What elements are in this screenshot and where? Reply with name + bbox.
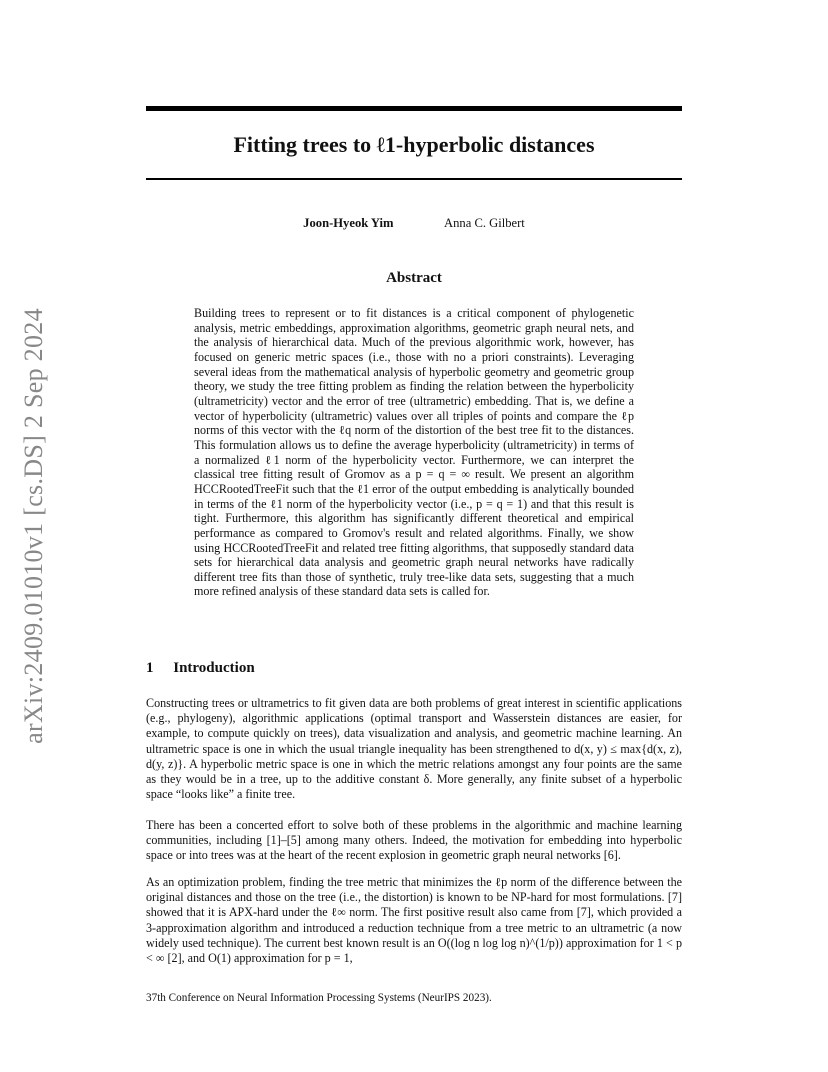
body-paragraph: There has been a concerted effort to solve both of these problems in the algorithmic and machine learning communities, including [1]–[5] among many others. Indeed, the motivation for embedding into hyperbolic space or into trees was at the heart of the recent explosion in geometric graph neural networks [6]. xyxy=(146,818,682,863)
title-bottom-rule xyxy=(146,178,682,180)
body-paragraph: Constructing trees or ultrametrics to fit given data are both problems of great interest in scientific applications (e.g., phylogeny), algorithmic applications (optimal transport and Wasserstein distances are easier, for example, to compute quickly on trees), data visualization and analysis, and geometric machine learning. An ultrametric space is one in which the usual triangle inequality has been strengthened to d(x, y) ≤ max{d(x, z), d(y, z)}. A hyperbolic metric space is one in which the metric relations amongst any four points are the same as they would be in a tree, up to the additive constant δ. More generally, any finite subset of a hyperbolic space “looks like” a finite tree. xyxy=(146,696,682,802)
author-name: Anna C. Gilbert xyxy=(444,216,525,230)
conference-footnote: 37th Conference on Neural Information Processing Systems (NeurIPS 2023). xyxy=(146,992,492,1004)
abstract-heading: Abstract xyxy=(386,270,442,286)
author-list xyxy=(146,216,682,231)
section-heading xyxy=(146,660,255,677)
abstract-body: Building trees to represent or to fit distances is a critical component of phylogenetic analysis, metric embeddings, approximation algorithms, geometric graph neural nets, and the analysis of hierarchical data. Much of the previous algorithmic work, however, has focused on generic metric spaces (i.e., those with no a priori constraints). Leveraging several ideas from the mathematical analysis of hyperbolic geometry and geometric group theory, we study the tree fitting problem as finding the relation between the hyperbolicity (ultrametricity) vector and the error of tree (ultrametric) embedding. That is, we define a vector of hyperbolicity (ultrametric) values over all triples of points and compare the ℓp norms of this vector with the ℓq norm of the distortion of the best tree fit to the distances. This formulation allows us to define the average hyperbolicity (ultrametricity) in terms of a normalized ℓ1 norm of the hyperbolicity vector. Furthermore, we can interpret the classical tree fitting result of Gromov as a p = q = ∞ result. We present an algorithm HCCRootedTreeFit such that the ℓ1 error of the output embedding is analytically bounded in terms of the ℓ1 norm of the hyperbolicity vector (i.e., p = q = 1) and that this result is tight. Furthermore, this algorithm has significantly different theoretical and empirical performance as compared to Gromov's result and related algorithms. Finally, we show using HCCRootedTreeFit and related tree fitting algorithms, that supposedly standard data sets for hierarchical data analysis and geometric graph neural networks have radically different tree fits than those of synthetic, truly tree-like data sets, suggesting that a much more refined analysis of these standard data sets is called for. xyxy=(194,306,634,599)
arxiv-identifier: arXiv:2409.01010v1 [cs.DS] 2 Sep 2024 xyxy=(19,308,49,744)
title-top-rule xyxy=(146,106,682,111)
arxiv-watermark xyxy=(10,296,58,756)
section-number: 1 xyxy=(146,660,154,676)
author-name: Joon-Hyeok Yim xyxy=(303,216,394,230)
paper-title: Fitting trees to ℓ1-hyperbolic distances xyxy=(233,132,595,157)
section-title: Introduction xyxy=(173,660,255,676)
body-paragraph: As an optimization problem, finding the tree metric that minimizes the ℓp norm of the difference between the original distances and those on the tree (i.e., the distortion) is known to be NP-hard for most formulations. [7] showed that it is APX-hard under the ℓ∞ norm. The first positive result also came from [7], which provided a 3-approximation algorithm and introduced a reduction technique from a tree metric to an ultrametric (a now widely used technique). The current best known result is an O((log n log log n)^(1/p)) approximation for 1 < p < ∞ [2], and O(1) approximation for p = 1, xyxy=(146,875,682,966)
